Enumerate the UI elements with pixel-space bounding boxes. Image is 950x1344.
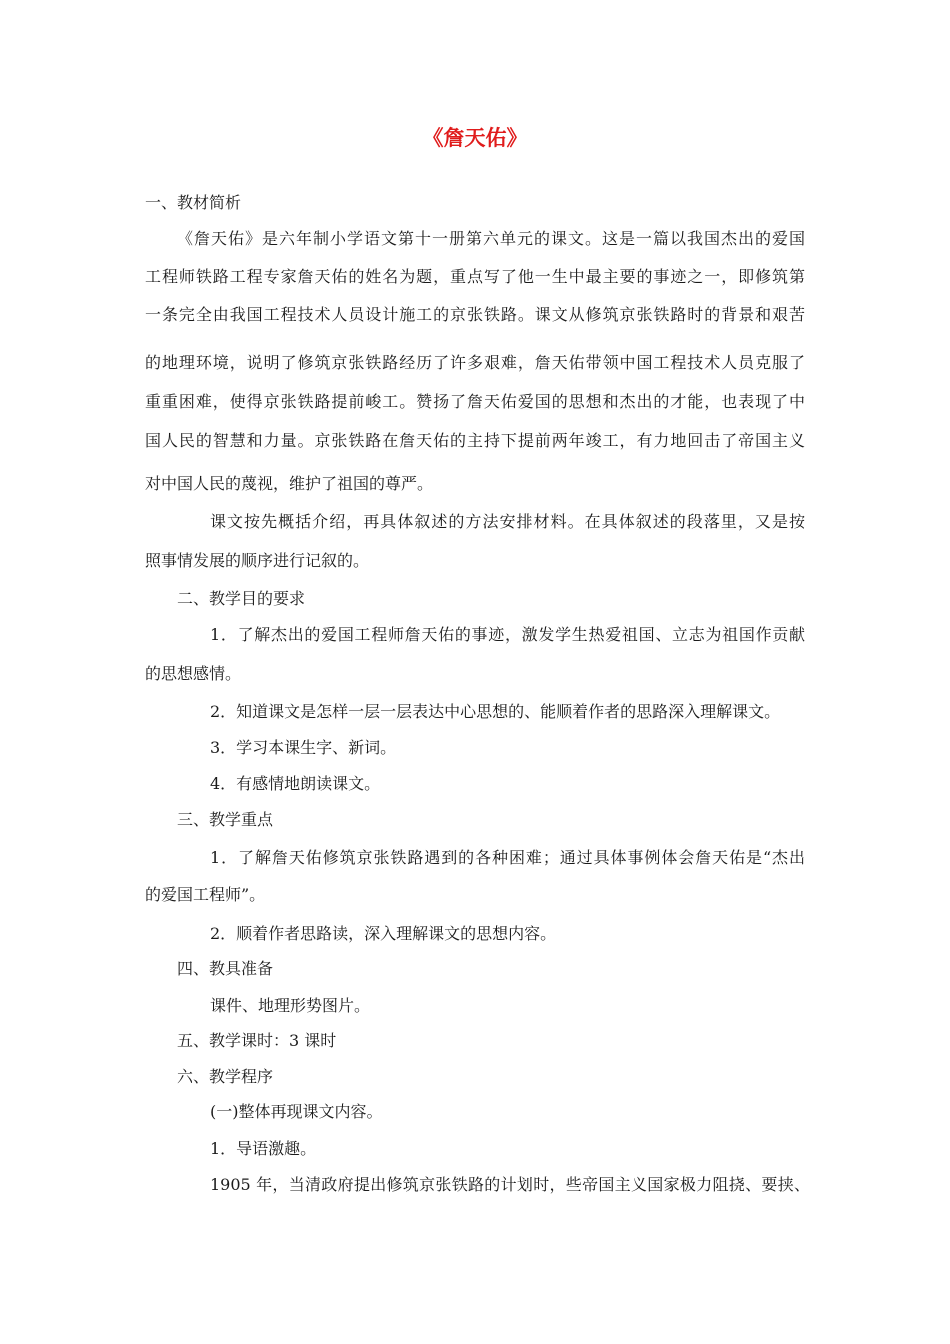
paragraph-line: 的地理环境，说明了修筑京张铁路经历了许多艰难，詹天佑带领中国工程技术人员克服了 bbox=[145, 353, 805, 372]
list-item: 1．导语激趣。 bbox=[210, 1139, 317, 1158]
paragraph-line: 课文按先概括介绍，再具体叙述的方法安排材料。在具体叙述的段落里，又是按 bbox=[210, 512, 805, 531]
paragraph-line: 一条完全由我国工程技术人员设计施工的京张铁路。课文从修筑京张铁路时的背景和艰苦 bbox=[145, 305, 805, 324]
list-item: 4．有感情地朗读课文。 bbox=[210, 774, 381, 793]
list-item: 2．顺着作者思路读，深入理解课文的思想内容。 bbox=[210, 924, 557, 943]
list-item: 1．了解杰出的爱国工程师詹天佑的事迹，激发学生热爱祖国、立志为祖国作贡献 bbox=[210, 625, 805, 644]
paragraph-line: 工程师铁路工程专家詹天佑的姓名为题，重点写了他一生中最主要的事迹之一，即修筑第 bbox=[145, 267, 805, 286]
list-item: 1．了解詹天佑修筑京张铁路遇到的各种困难；通过具体事例体会詹天佑是“杰出 bbox=[210, 848, 805, 867]
section-heading-4: 四、教具准备 bbox=[177, 959, 274, 978]
list-item: 2．知道课文是怎样一层一层表达中心思想的、能顺着作者的思路深入理解课文。 bbox=[210, 702, 781, 721]
list-item: 3．学习本课生字、新词。 bbox=[210, 738, 397, 757]
list-item: 的思想感情。 bbox=[145, 664, 242, 683]
section-heading-2: 二、教学目的要求 bbox=[177, 589, 306, 608]
paragraph-line: 对中国人民的蔑视，维护了祖国的尊严。 bbox=[145, 474, 434, 493]
paragraph-line: 重重困难，使得京张铁路提前峻工。赞扬了詹天佑爱国的思想和杰出的才能，也表现了中 bbox=[145, 392, 805, 411]
section-heading-3: 三、教学重点 bbox=[177, 810, 274, 829]
list-item: 的爱国工程师”。 bbox=[145, 885, 266, 904]
document-title: 《詹天佑》 bbox=[422, 126, 528, 150]
section-heading-1: 一、教材简析 bbox=[145, 193, 242, 212]
paragraph-line: 课件、地理形势图片。 bbox=[210, 996, 371, 1015]
section-heading-5: 五、教学课时：3 课时 bbox=[177, 1031, 337, 1050]
paragraph-line: 《詹天佑》是六年制小学语文第十一册第六单元的课文。这是一篇以我国杰出的爱国 bbox=[177, 229, 805, 248]
section-heading-6: 六、教学程序 bbox=[177, 1067, 274, 1086]
paragraph-line: 1905 年，当清政府提出修筑京张铁路的计划时，些帝国主义国家极力阻挠、要挟、 bbox=[210, 1175, 810, 1194]
paragraph-line: 照事情发展的顺序进行记叙的。 bbox=[145, 551, 370, 570]
paragraph-line: 国人民的智慧和力量。京张铁路在詹天佑的主持下提前两年竣工，有力地回击了帝国主义 bbox=[145, 431, 805, 450]
sub-heading: (一)整体再现课文内容。 bbox=[210, 1102, 383, 1121]
